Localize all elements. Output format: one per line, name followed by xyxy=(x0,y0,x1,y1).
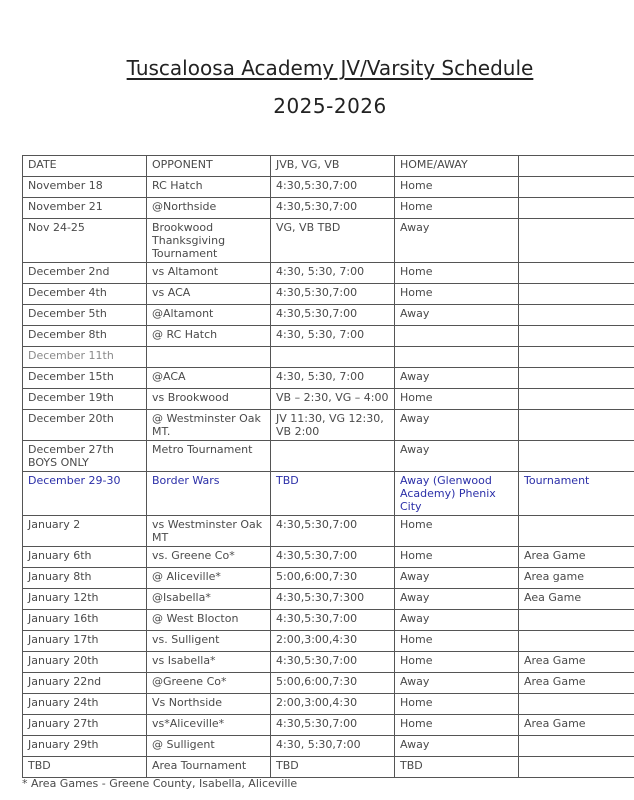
cell-location: Away xyxy=(395,305,519,326)
cell-date: January 27th xyxy=(23,715,147,736)
cell-location: Home xyxy=(395,694,519,715)
cell-location xyxy=(395,326,519,347)
table-row xyxy=(23,673,634,694)
cell-note xyxy=(519,610,634,631)
cell-note xyxy=(519,305,634,326)
cell-times: 4:30,5:30,7:00 xyxy=(271,715,395,736)
cell-note: Area game xyxy=(519,568,634,589)
cell-opponent: @ Aliceville* xyxy=(147,568,271,589)
cell-times: 4:30,5:30,7:00 xyxy=(271,652,395,673)
table-row xyxy=(23,305,634,326)
cell-date: December 19th xyxy=(23,389,147,410)
cell-date: January 29th xyxy=(23,736,147,757)
table-row xyxy=(23,410,634,441)
table-row xyxy=(23,284,634,305)
cell-opponent: @ Sulligent xyxy=(147,736,271,757)
cell-note xyxy=(519,219,634,263)
cell-location: Away (Glenwood Academy) Phenix City xyxy=(395,472,519,516)
cell-note xyxy=(519,326,634,347)
cell-opponent: Vs Northside xyxy=(147,694,271,715)
cell-location: Home xyxy=(395,177,519,198)
cell-times: 4:30,5:30,7:00 xyxy=(271,284,395,305)
table-row xyxy=(23,736,634,757)
area-games-footnote: * Area Games - Greene County, Isabella, Aliceville xyxy=(22,777,298,790)
cell-date: January 16th xyxy=(23,610,147,631)
table-row xyxy=(23,568,634,589)
cell-date: December 5th xyxy=(23,305,147,326)
cell-note xyxy=(519,389,634,410)
cell-date: January 22nd xyxy=(23,673,147,694)
cell-note xyxy=(519,368,634,389)
cell-location: Home xyxy=(395,715,519,736)
cell-opponent: vs Isabella* xyxy=(147,652,271,673)
column-header-location: HOME/AWAY xyxy=(395,156,519,177)
cell-location: Away xyxy=(395,219,519,263)
schedule-table xyxy=(22,155,634,778)
cell-times: 4:30, 5:30, 7:00 xyxy=(271,368,395,389)
table-row xyxy=(23,694,634,715)
cell-opponent: @Isabella* xyxy=(147,589,271,610)
cell-opponent: @ RC Hatch xyxy=(147,326,271,347)
cell-times: TBD xyxy=(271,757,395,778)
cell-times: VB – 2:30, VG – 4:00 xyxy=(271,389,395,410)
table-row xyxy=(23,326,634,347)
cell-location: Away xyxy=(395,610,519,631)
cell-date: December 11th xyxy=(23,347,147,368)
cell-note: Area Game xyxy=(519,652,634,673)
cell-opponent: vs ACA xyxy=(147,284,271,305)
table-row xyxy=(23,610,634,631)
cell-location: TBD xyxy=(395,757,519,778)
table-row xyxy=(23,631,634,652)
cell-opponent: @ Westminster Oak MT. xyxy=(147,410,271,441)
cell-opponent: Area Tournament xyxy=(147,757,271,778)
cell-date: December 2nd xyxy=(23,263,147,284)
cell-times: 4:30,5:30,7:00 xyxy=(271,177,395,198)
cell-times: 4:30, 5:30, 7:00 xyxy=(271,326,395,347)
cell-note: Area Game xyxy=(519,547,634,568)
cell-opponent: RC Hatch xyxy=(147,177,271,198)
cell-location: Away xyxy=(395,589,519,610)
cell-opponent: @Greene Co* xyxy=(147,673,271,694)
cell-date: January 20th xyxy=(23,652,147,673)
table-row xyxy=(23,368,634,389)
cell-location: Home xyxy=(395,547,519,568)
page-title: Tuscaloosa Academy JV/Varsity Schedule xyxy=(126,56,534,80)
cell-note xyxy=(519,441,634,472)
cell-times xyxy=(271,441,395,472)
cell-times: 4:30, 5:30, 7:00 xyxy=(271,263,395,284)
cell-location: Away xyxy=(395,441,519,472)
cell-note xyxy=(519,694,634,715)
table-row xyxy=(23,389,634,410)
cell-note xyxy=(519,736,634,757)
cell-times: 4:30, 5:30,7:00 xyxy=(271,736,395,757)
cell-times: JV 11:30, VG 12:30, VB 2:00 xyxy=(271,410,395,441)
cell-note xyxy=(519,347,634,368)
cell-note: Area Game xyxy=(519,673,634,694)
cell-times: 5:00,6:00,7:30 xyxy=(271,673,395,694)
table-row xyxy=(23,347,634,368)
column-header-date: DATE xyxy=(23,156,147,177)
cell-note xyxy=(519,263,634,284)
cell-location: Away xyxy=(395,568,519,589)
cell-note: Area Game xyxy=(519,715,634,736)
cell-note xyxy=(519,757,634,778)
cell-times: 4:30,5:30,7:300 xyxy=(271,589,395,610)
cell-times: 4:30,5:30,7:00 xyxy=(271,610,395,631)
cell-times: TBD xyxy=(271,472,395,516)
cell-opponent: Brookwood Thanksgiving Tournament xyxy=(147,219,271,263)
cell-times: VG, VB TBD xyxy=(271,219,395,263)
cell-location: Home xyxy=(395,284,519,305)
cell-date: January 2 xyxy=(23,516,147,547)
table-row xyxy=(23,263,634,284)
cell-location: Away xyxy=(395,368,519,389)
cell-note: Tournament xyxy=(519,472,634,516)
cell-note xyxy=(519,410,634,441)
cell-location: Away xyxy=(395,736,519,757)
cell-date: January 12th xyxy=(23,589,147,610)
cell-opponent: Metro Tournament xyxy=(147,441,271,472)
cell-location: Away xyxy=(395,410,519,441)
cell-times: 4:30,5:30,7:00 xyxy=(271,198,395,219)
cell-opponent: @ACA xyxy=(147,368,271,389)
table-row xyxy=(23,547,634,568)
cell-date: December 29-30 xyxy=(23,472,147,516)
cell-note xyxy=(519,631,634,652)
column-header-notes xyxy=(519,156,634,177)
cell-note xyxy=(519,177,634,198)
table-header-row xyxy=(23,156,634,177)
cell-date: January 8th xyxy=(23,568,147,589)
cell-times: 4:30,5:30,7:00 xyxy=(271,305,395,326)
cell-times: 4:30,5:30,7:00 xyxy=(271,547,395,568)
cell-date: January 24th xyxy=(23,694,147,715)
cell-location: Away xyxy=(395,673,519,694)
cell-times: 5:00,6:00,7:30 xyxy=(271,568,395,589)
cell-times: 2:00,3:00,4:30 xyxy=(271,694,395,715)
cell-opponent: @Northside xyxy=(147,198,271,219)
cell-opponent: @Altamont xyxy=(147,305,271,326)
cell-date: December 15th xyxy=(23,368,147,389)
cell-location: Home xyxy=(395,631,519,652)
cell-date: November 18 xyxy=(23,177,147,198)
cell-times: 4:30,5:30,7:00 xyxy=(271,516,395,547)
cell-date: November 21 xyxy=(23,198,147,219)
cell-opponent: vs Westminster Oak MT xyxy=(147,516,271,547)
cell-date: December 27th BOYS ONLY xyxy=(23,441,147,472)
table-row xyxy=(23,472,634,516)
cell-opponent: Border Wars xyxy=(147,472,271,516)
cell-location: Home xyxy=(395,389,519,410)
cell-date: December 20th xyxy=(23,410,147,441)
column-header-times: JVB, VG, VB xyxy=(271,156,395,177)
table-row xyxy=(23,177,634,198)
cell-times: 2:00,3:00,4:30 xyxy=(271,631,395,652)
cell-location: Home xyxy=(395,516,519,547)
table-row xyxy=(23,198,634,219)
cell-times xyxy=(271,347,395,368)
cell-date: December 8th xyxy=(23,326,147,347)
cell-opponent: vs. Sulligent xyxy=(147,631,271,652)
table-row xyxy=(23,441,634,472)
table-row xyxy=(23,516,634,547)
cell-opponent: @ West Blocton xyxy=(147,610,271,631)
cell-opponent: vs Brookwood xyxy=(147,389,271,410)
table-row xyxy=(23,219,634,263)
cell-note: Aea Game xyxy=(519,589,634,610)
table-row xyxy=(23,715,634,736)
cell-date: TBD xyxy=(23,757,147,778)
cell-note xyxy=(519,516,634,547)
cell-location: Home xyxy=(395,652,519,673)
cell-location: Home xyxy=(395,198,519,219)
cell-location xyxy=(395,347,519,368)
table-row xyxy=(23,757,634,778)
cell-date: Nov 24-25 xyxy=(23,219,147,263)
cell-opponent xyxy=(147,347,271,368)
table-row xyxy=(23,652,634,673)
column-header-opponent: OPPONENT xyxy=(147,156,271,177)
cell-note xyxy=(519,198,634,219)
table-row xyxy=(23,589,634,610)
season-heading: 2025-2026 xyxy=(273,94,387,118)
cell-opponent: vs. Greene Co* xyxy=(147,547,271,568)
cell-opponent: vs Altamont xyxy=(147,263,271,284)
cell-date: January 6th xyxy=(23,547,147,568)
cell-location: Home xyxy=(395,263,519,284)
cell-note xyxy=(519,284,634,305)
cell-date: January 17th xyxy=(23,631,147,652)
cell-date: December 4th xyxy=(23,284,147,305)
cell-opponent: vs*Aliceville* xyxy=(147,715,271,736)
